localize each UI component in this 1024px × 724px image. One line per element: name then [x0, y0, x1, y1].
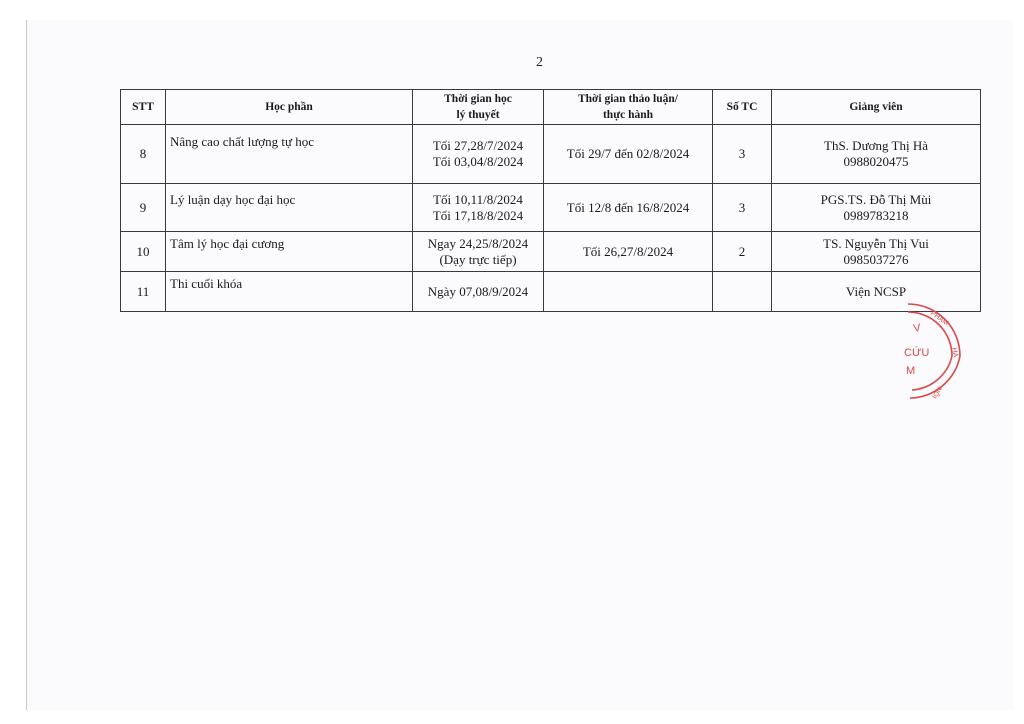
- row-lecturer: PGS.TS. Đỗ Thị Mùi 0989783218: [772, 184, 981, 232]
- row-theory-time: Tối 10,11/8/2024 Tối 17,18/8/2024: [413, 184, 544, 232]
- row-course: Tâm lý học đại cương: [166, 232, 413, 272]
- header-stt: STT: [121, 90, 166, 125]
- header-course: Học phần: [166, 90, 413, 125]
- row-theory-time: Tối 27,28/7/2024 Tối 03,04/8/2024: [413, 125, 544, 184]
- row-discussion-time: [544, 272, 713, 312]
- header-lecturer: Giảng viên: [772, 90, 981, 125]
- svg-text:M: M: [906, 365, 916, 377]
- row-stt: 9: [121, 184, 166, 232]
- svg-text:HÀ: HÀ: [950, 347, 959, 358]
- table-row: [121, 125, 981, 184]
- svg-text:V: V: [912, 321, 922, 335]
- row-course: Thi cuối khóa: [166, 272, 413, 312]
- table-row: [121, 232, 981, 272]
- table-row: [121, 272, 981, 312]
- svg-text:NỘI: NỘI: [930, 385, 943, 400]
- row-stt: 8: [121, 125, 166, 184]
- svg-text:PHẠM: PHẠM: [928, 309, 950, 328]
- row-discussion-time: Tối 26,27/8/2024: [544, 232, 713, 272]
- header-theory-time: Thời gian học lý thuyết: [413, 90, 544, 125]
- row-discussion-time: Tối 12/8 đến 16/8/2024: [544, 184, 713, 232]
- row-discussion-time: Tối 29/7 đến 02/8/2024: [544, 125, 713, 184]
- row-theory-time: Ngày 07,08/9/2024: [413, 272, 544, 312]
- row-theory-time: Ngay 24,25/8/2024 (Dạy trực tiếp): [413, 232, 544, 272]
- row-lecturer: TS. Nguyễn Thị Vui 0985037276: [772, 232, 981, 272]
- row-stt: 10: [121, 232, 166, 272]
- row-stt: 11: [121, 272, 166, 312]
- row-credits: 2: [713, 232, 772, 272]
- row-credits: 3: [713, 184, 772, 232]
- row-lecturer: ThS. Dương Thị Hà 0988020475: [772, 125, 981, 184]
- course-schedule-table: [120, 89, 981, 312]
- row-credits: [713, 272, 772, 312]
- row-lecturer: Viện NCSP: [772, 272, 981, 312]
- header-discussion-time: Thời gian thảo luận/ thực hành: [544, 90, 713, 125]
- row-credits: 3: [713, 125, 772, 184]
- svg-text:CỨU: CỨU: [904, 347, 930, 359]
- red-seal-stamp-icon: [900, 300, 966, 400]
- row-course: Lý luận dạy học đại học: [166, 184, 413, 232]
- table-header-row: [121, 90, 981, 125]
- page-number: 2: [536, 55, 543, 70]
- row-course: Nâng cao chất lượng tự học: [166, 125, 413, 184]
- header-credits: Số TC: [713, 90, 772, 125]
- table-row: [121, 184, 981, 232]
